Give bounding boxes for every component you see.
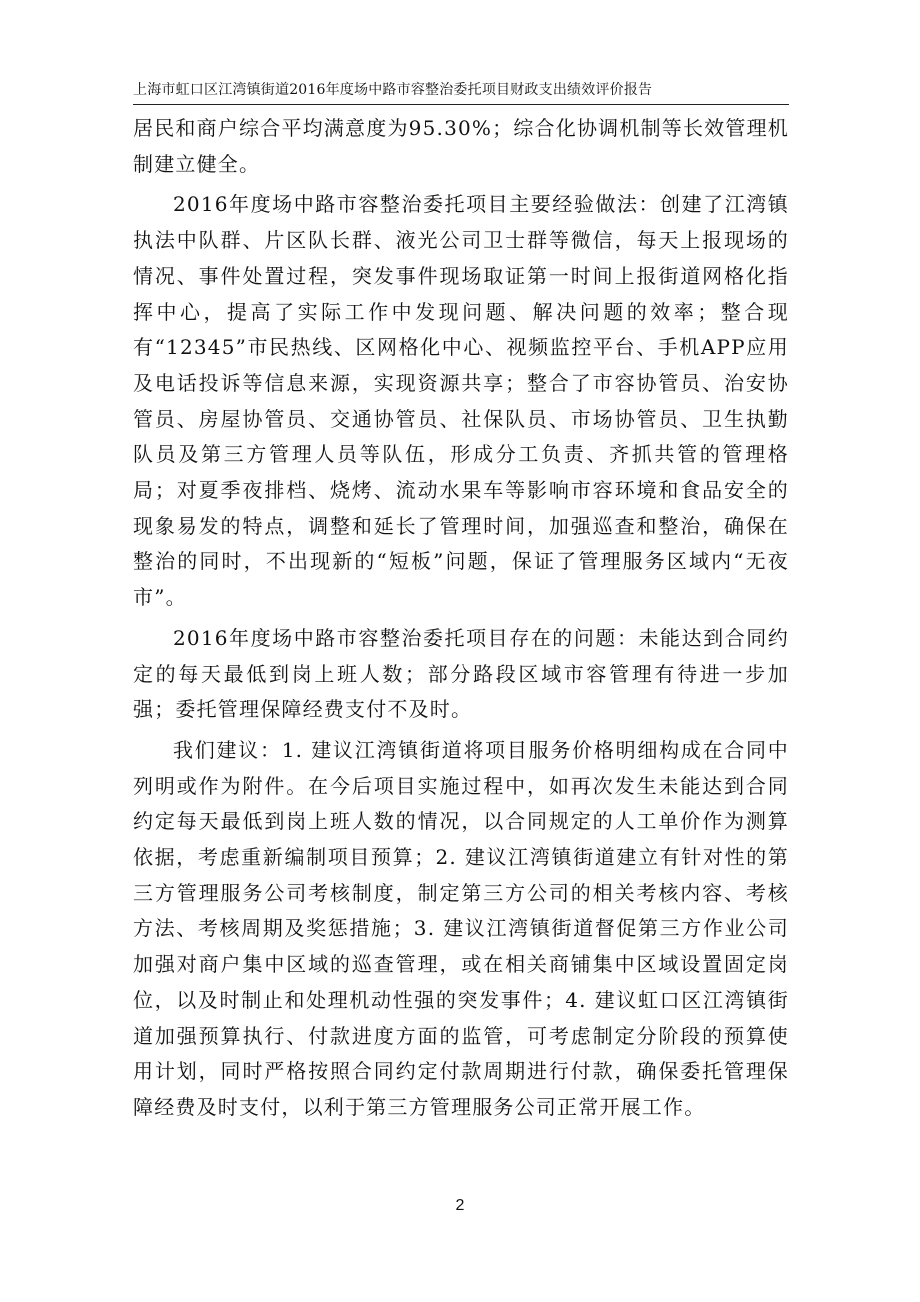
paragraph-recommendations: 我们建议：1. 建议江湾镇街道将项目服务价格明细构成在合同中列明或作为附件。在今后项目实施过程中，如再次发生未能达到合同约定每天最低到岗上班人数的情况，以合同规定的人工单价作为测算依据，考虑重新编制项目预算；2. 建议江湾镇街道建立有针对性的第三方管理服务公司考核制度，制定第三方公司的相关考核内容、考核方法、考核周期及奖惩措施；3. 建议江湾镇街道督促第三方作业公司加强对商户集中区域的巡查管理，或在相关商铺集中区域设置固定岗位，以及时制止和处理机动性强的突发事件；4. 建议虹口区江湾镇街道加强预算执行、付款进度方面的监管，可考虑制定分阶段的预算使用计划，同时严格按照合同约定付款周期进行付款，确保委托管理保障经费及时支付，以利于第三方管理服务公司正常开展工作。 <box>133 737 789 1119</box>
report-body <box>133 111 789 1131</box>
paragraph-satisfaction: 居民和商户综合平均满意度为95.30%；综合化协调机制等长效管理机制建立健全。 <box>133 116 789 176</box>
paragraph-experience: 2016年度场中路市容整治委托项目主要经验做法：创建了江湾镇执法中队群、片区队长群、液光公司卫士群等微信，每天上报现场的情况、事件处置过程，突发事件现场取证第一时间上报街道网格化指挥中心，提高了实际工作中发现问题、解决问题的效率；整合现有“12345”市民热线、区网格化中心、视频监控平台、手机APP应用及电话投诉等信息来源，实现资源共享；整合了市容协管员、治安协管员、房屋协管员、交通协管员、社保队员、市场协管员、卫生执勤队员及第三方管理人员等队伍，形成分工负责、齐抓共管的管理格局；对夏季夜排档、烧烤、流动水果车等影响市容环境和食品安全的现象易发的特点，调整和延长了管理时间，加强巡查和整治，确保在整治的同时，不出现新的“短板”问题，保证了管理服务区域内“无夜市”。 <box>133 192 789 610</box>
page-number: 2 <box>455 1197 465 1214</box>
header-divider <box>133 104 789 105</box>
running-header: 上海市虹口区江湾镇街道2016年度场中路市容整治委托项目财政支出绩效评价报告 <box>133 82 653 98</box>
paragraph-problems: 2016年度场中路市容整治委托项目存在的问题：未能达到合同约定的每天最低到岗上班人数；部分路段区域市容管理有待进一步加强；委托管理保障经费支付不及时。 <box>133 625 789 722</box>
